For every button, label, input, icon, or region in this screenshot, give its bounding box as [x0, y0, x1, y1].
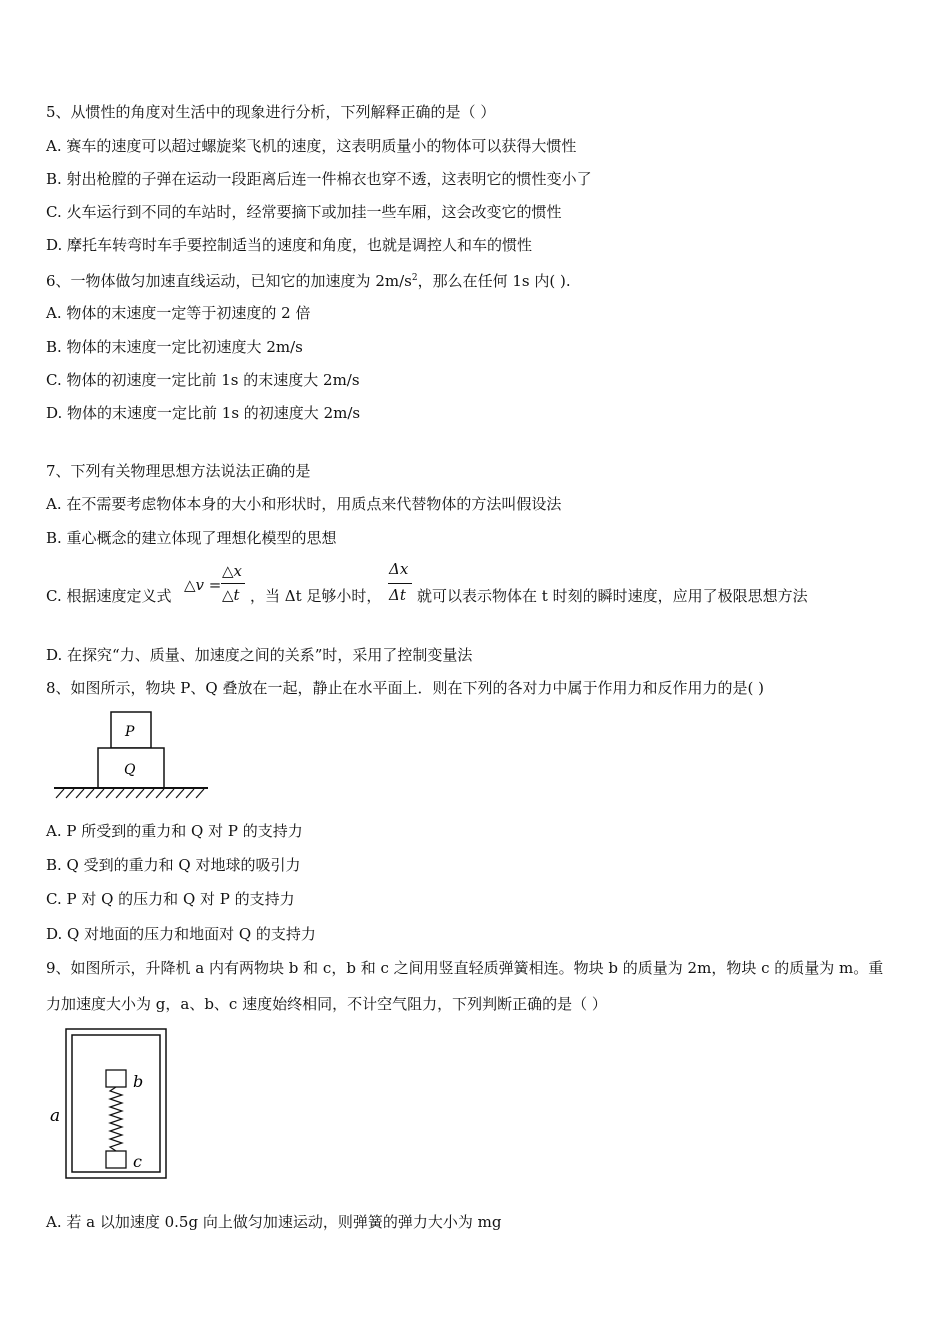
q7-formula-lhs: △v = — [184, 576, 222, 594]
q9-elevator-figure — [44, 1026, 174, 1182]
block-p-label: P — [125, 724, 135, 740]
q9-stem-line2: 力加速度大小为 g，a、b、c 速度始终相同，不计空气阻力，下列判断正确的是（ ） — [46, 995, 607, 1013]
q8-option-c: C. P 对 Q 的压力和 Q 对 P 的支持力 — [46, 890, 295, 908]
q7-option-c-post: 就可以表示物体在 t 时刻的瞬时速度，应用了极限思想方法 — [417, 587, 808, 605]
q7-option-b: B. 重心概念的建立体现了理想化模型的思想 — [46, 529, 337, 547]
q6-stem-sup: 2 — [411, 273, 418, 283]
q8-blocks-figure — [50, 706, 210, 802]
q6-option-b: B. 物体的末速度一定比初速度大 2m/s — [46, 338, 303, 356]
q9-stem-line1: 9、如图所示，升降机 a 内有两物块 b 和 c，b 和 c 之间用竖直轻质弹簧相连。物块 b 的质量为 2m，物块 c 的质量为 m。重 — [46, 959, 884, 977]
q6-option-a: A. 物体的末速度一定等于初速度的 2 倍 — [46, 304, 311, 322]
q9-option-a: A. 若 a 以加速度 0.5g 向上做匀加速运动，则弹簧的弹力大小为 mg — [46, 1213, 502, 1231]
q5-stem: 5、从惯性的角度对生活中的现象进行分析，下列解释正确的是（ ） — [46, 103, 496, 121]
q7-formula-bar — [221, 583, 245, 584]
q5-option-a: A. 赛车的速度可以超过螺旋桨飞机的速度，这表明质量小的物体可以获得大惯性 — [46, 137, 577, 155]
ground-hatching — [56, 789, 204, 798]
block-c-label: c — [133, 1152, 142, 1171]
block-c — [106, 1151, 126, 1168]
q7-frac2-numerator: Δx — [389, 560, 409, 578]
q7-option-a: A. 在不需要考虑物体本身的大小和形状时，用质点来代替物体的方法叫假设法 — [46, 495, 562, 513]
elevator-label-a: a — [50, 1106, 61, 1126]
q6-option-c: C. 物体的初速度一定比前 1s 的末速度大 2m/s — [46, 371, 360, 389]
q5-option-b: B. 射出枪膛的子弹在运动一段距离后连一件棉衣也穿不透，这表明它的惯性变小了 — [46, 170, 592, 188]
block-b — [106, 1070, 126, 1087]
q7-frac2-denominator: Δt — [389, 586, 406, 604]
q6-stem-pre: 6、一物体做匀加速直线运动，已知它的加速度为 2m/s — [46, 272, 412, 290]
q7-formula-denominator: △t — [222, 586, 240, 604]
q7-option-d: D. 在探究“力、质量、加速度之间的关系”时，采用了控制变量法 — [46, 646, 473, 664]
q8-stem: 8、如图所示，物块 P、Q 叠放在一起，静止在水平面上．则在下列的各对力中属于作用力和反作用力的是( ) — [46, 679, 764, 697]
q8-option-a: A. P 所受到的重力和 Q 对 P 的支持力 — [46, 822, 303, 840]
q8-option-d: D. Q 对地面的压力和地面对 Q 的支持力 — [46, 925, 316, 943]
block-b-label: b — [133, 1072, 144, 1091]
block-q-label: Q — [124, 762, 136, 778]
q6-stem — [46, 268, 571, 291]
q7-frac2-bar — [388, 583, 412, 584]
q7-formula-numerator: △x — [222, 562, 242, 580]
q6-stem-post: ，那么在任何 1s 内( ). — [417, 272, 571, 290]
q6-option-d: D. 物体的末速度一定比前 1s 的初速度大 2m/s — [46, 404, 361, 422]
q7-stem: 7、下列有关物理思想方法说法正确的是 — [46, 462, 311, 480]
q8-option-b: B. Q 受到的重力和 Q 对地球的吸引力 — [46, 856, 301, 874]
q7-option-c-mid: ，当 Δt 足够小时， — [250, 587, 382, 605]
q5-option-c: C. 火车运行到不同的车站时，经常要摘下或加挂一些车厢，这会改变它的惯性 — [46, 203, 562, 221]
q5-option-d: D. 摩托车转弯时车手要控制适当的速度和角度，也就是调控人和车的惯性 — [46, 236, 533, 254]
q7-option-c-pre: C. 根据速度定义式 — [46, 587, 172, 605]
